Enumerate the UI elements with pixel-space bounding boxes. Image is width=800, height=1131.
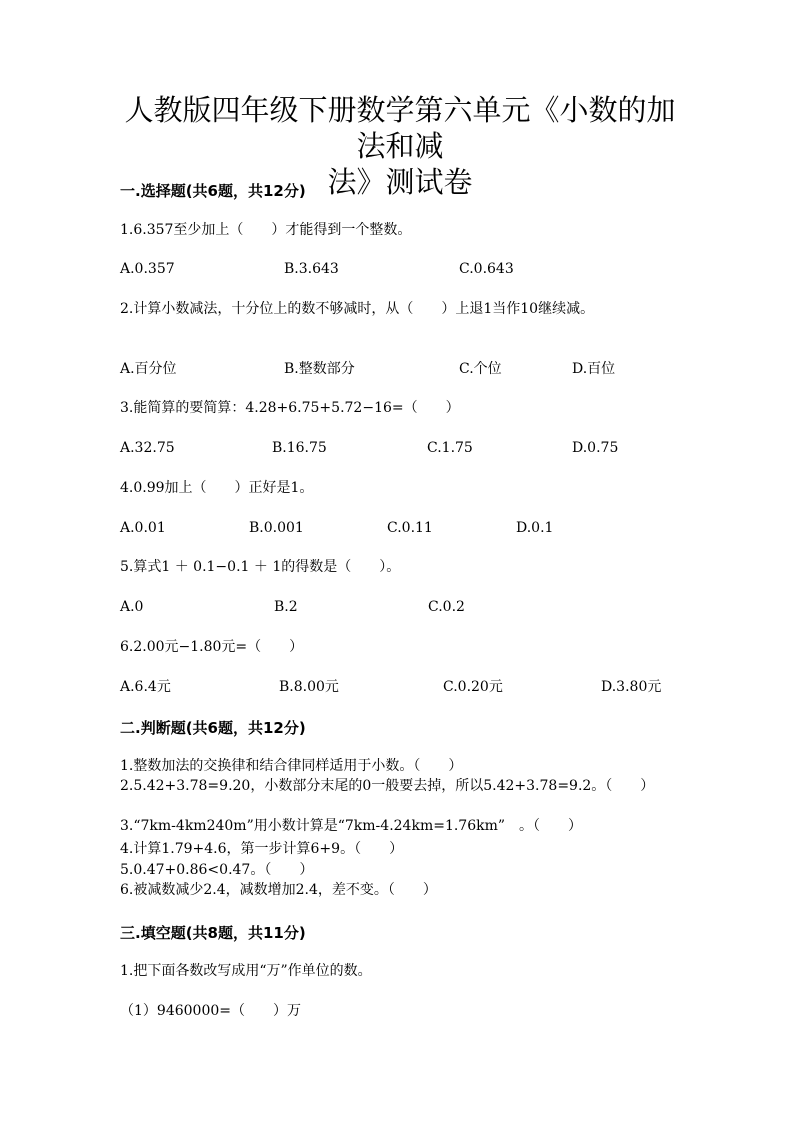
section-heading-choice: 一.选择题(共6题，共12分) bbox=[120, 182, 306, 200]
list-item: 6.被减数减少2.4，减数增加2.4，差不变。（ ） bbox=[120, 882, 437, 898]
list-item: 2.5.42+3.78=9.20，小数部分末尾的0一般要去掉，所以5.42+3.78=9.2。（ ） bbox=[120, 778, 655, 794]
option-a: A.百分位 bbox=[120, 361, 177, 377]
list-item: 1.整数加法的交换律和结合律同样适用于小数。（ ） bbox=[120, 758, 463, 774]
option-d: D.0.75 bbox=[572, 440, 619, 456]
option-a: A.32.75 bbox=[120, 440, 175, 456]
option-a: A.0.01 bbox=[120, 520, 166, 536]
question-stem: 6.2.00元−1.80元=（ ） bbox=[120, 639, 304, 655]
title-line-1: 人教版四年级下册数学第六单元《小数的加法和减 bbox=[124, 93, 676, 163]
option-b: B.3.643 bbox=[284, 261, 339, 277]
option-d: D.0.1 bbox=[516, 520, 554, 536]
option-a: A.0 bbox=[120, 599, 144, 615]
option-c: C.0.11 bbox=[387, 520, 433, 536]
option-c: C.个位 bbox=[459, 361, 502, 377]
option-d: D.百位 bbox=[572, 361, 616, 377]
list-item: （1）9460000=（ ）万 bbox=[120, 1003, 301, 1019]
option-a: A.0.357 bbox=[120, 261, 175, 277]
option-d: D.3.80元 bbox=[601, 679, 662, 695]
option-b: B.2 bbox=[274, 599, 298, 615]
list-item: 4.计算1.79+4.6，第一步计算6+9。（ ） bbox=[120, 841, 404, 857]
option-c: C.0.643 bbox=[459, 261, 514, 277]
option-a: A.6.4元 bbox=[120, 679, 171, 695]
question-stem: 2.计算小数减法，十分位上的数不够减时，从（ ）上退1当作10继续减。 bbox=[120, 301, 595, 317]
option-b: B.16.75 bbox=[272, 440, 327, 456]
option-b: B.整数部分 bbox=[284, 361, 355, 377]
section-heading-judgement: 二.判断题(共6题，共12分) bbox=[120, 719, 306, 737]
option-b: B.0.001 bbox=[249, 520, 304, 536]
question-stem: 5.算式1 ＋ 0.1−0.1 ＋ 1的得数是（ ）。 bbox=[120, 559, 401, 575]
option-c: C.0.2 bbox=[428, 599, 465, 615]
title-line-2: 法》测试卷 bbox=[327, 165, 473, 199]
list-item: 5.0.47+0.86<0.47。（ ） bbox=[120, 862, 314, 878]
list-item: 3.“7km-4km240m”用小数计算是“7km-4.24km=1.76km” 。（ ） bbox=[120, 818, 583, 834]
option-c: C.1.75 bbox=[427, 440, 473, 456]
question-stem: 4.0.99加上（ ）正好是1。 bbox=[120, 480, 314, 496]
list-item: 1.把下面各数改写成用“万”作单位的数。 bbox=[120, 963, 372, 979]
option-c: C.0.20元 bbox=[443, 679, 503, 695]
question-stem: 3.能简算的要简算：4.28+6.75+5.72−16=（ ） bbox=[120, 400, 460, 416]
section-heading-fill-blank: 三.填空题(共8题，共11分) bbox=[120, 924, 306, 942]
question-stem: 1.6.357至少加上（ ）才能得到一个整数。 bbox=[120, 222, 412, 238]
option-b: B.8.00元 bbox=[279, 679, 339, 695]
